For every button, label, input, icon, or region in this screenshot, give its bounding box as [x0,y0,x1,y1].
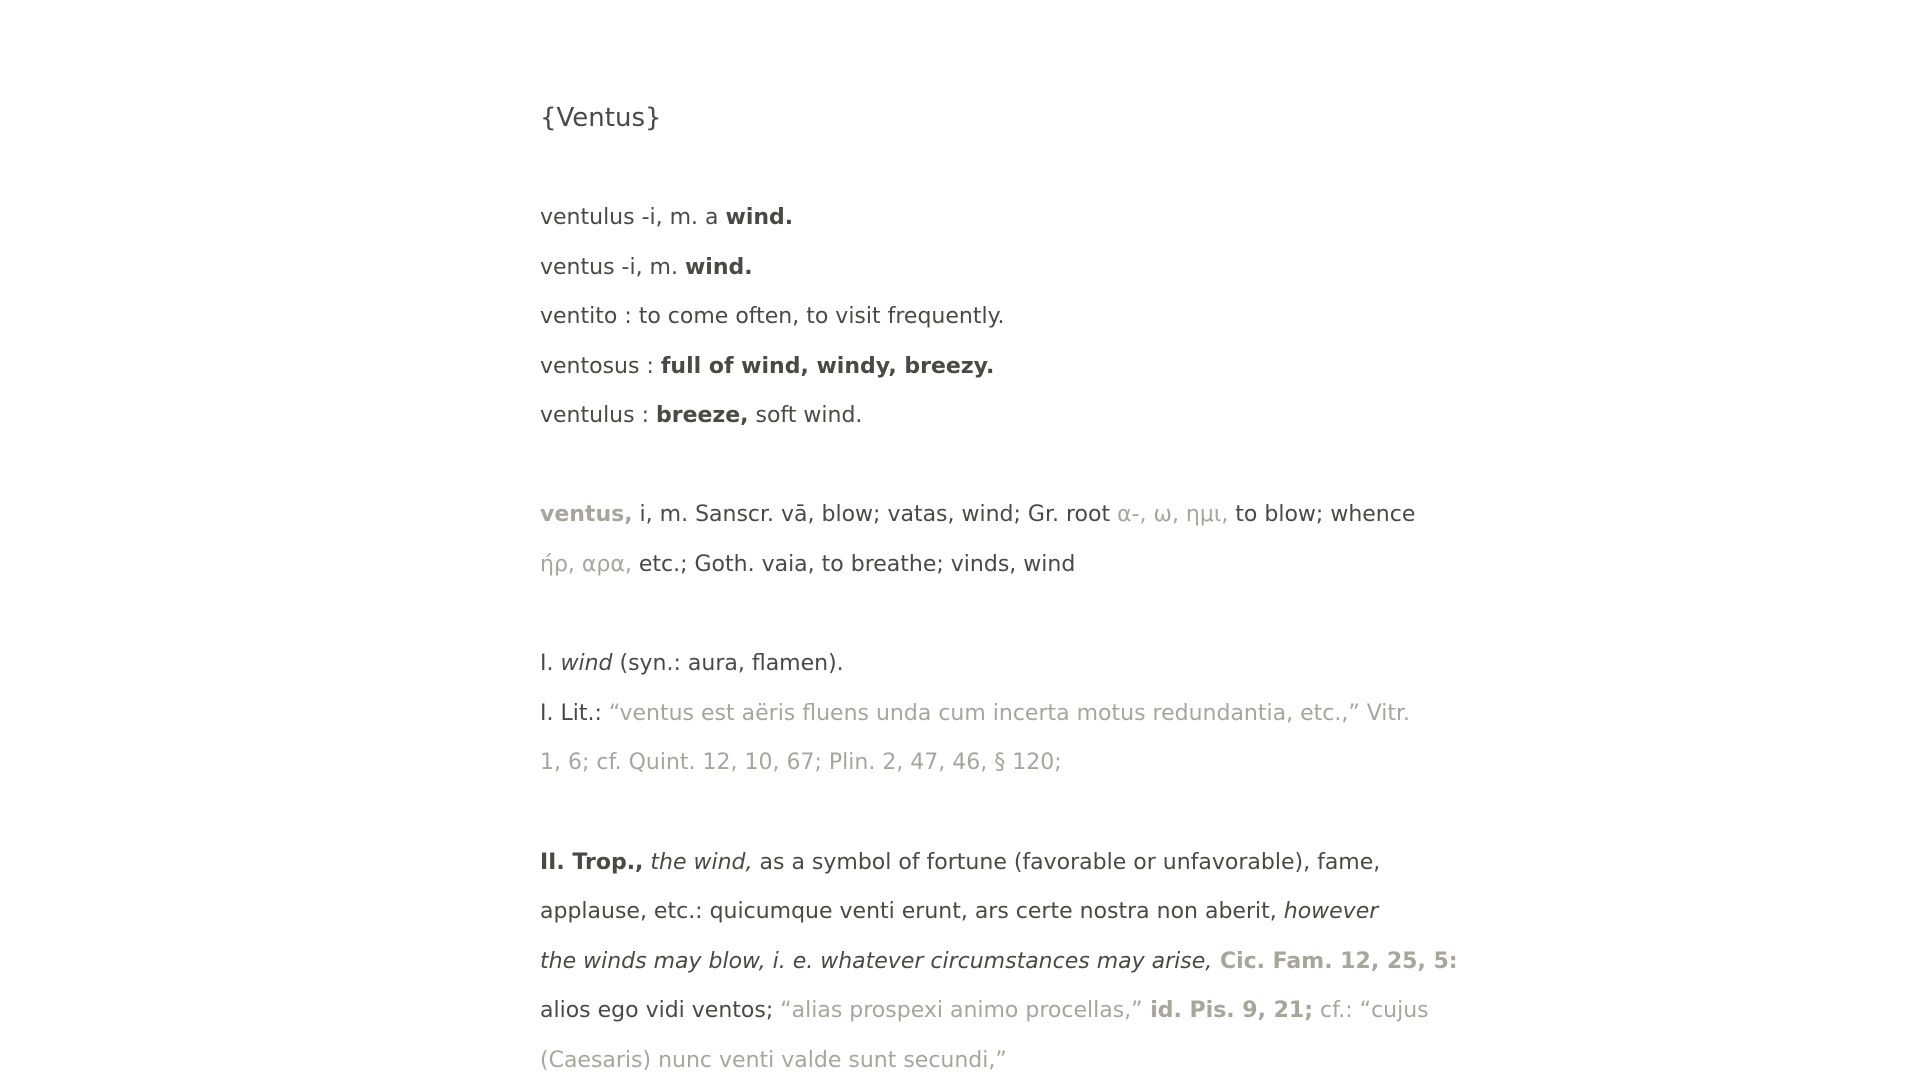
sense-2-line-2 [540,892,1378,932]
etymology-text: to blow; whence [1228,502,1416,527]
sense-2-line-5: (Caesaris) nunc venti valde sunt secundi,” [540,1048,1007,1073]
entry-heading: {Ventus} [540,103,662,133]
entry-head: ventito : to come often, to visit frequently. [540,304,1005,329]
entry-head: ventus -i, m. [540,255,685,280]
literal-label: I. Lit.: [540,701,609,726]
entry-ventulus-1 [540,198,793,238]
entry-head: ventulus : [540,403,656,428]
etymology-line-2 [540,545,1075,585]
sense-2-line-1 [540,843,1380,883]
sense-2-line-4 [540,991,1429,1031]
etymology-greek: ήρ, αρα, [540,552,632,577]
sense-synonyms: (syn.: aura, flamen). [612,651,844,676]
literal-quote: “ventus est aëris fluens unda cum incerta motus redundantia, etc.,” Vitr. [608,701,1411,726]
sense-1-heading [540,644,844,684]
sense-prefix: I. [540,651,561,676]
entry-head: ventosus : [540,354,661,379]
trop-translation: the winds may blow, i. e. whatever circumstances may arise, [540,949,1213,974]
trop-label: II. Trop., [540,850,644,875]
etymology-lemma: ventus, [540,502,633,527]
citation-ref: id. Pis. 9, 21; [1142,998,1314,1023]
entry-definition: wind. [725,205,794,230]
sense-1-references: 1, 6; cf. Quint. 12, 10, 67; Plin. 2, 47, 46, § 120; [540,750,1062,775]
entry-rest: soft wind. [748,403,863,428]
sense-word: wind [560,651,613,676]
entry-ventulus-2 [540,396,862,436]
entry-head: ventulus -i, m. a [540,205,726,230]
trop-text: applause, etc.: quicumque venti erunt, ars certe nostra non aberit, [540,899,1284,924]
etymology-text: etc.; Goth. vaia, to breathe; vinds, wind [631,552,1076,577]
entry-definition: wind. [684,255,753,280]
sense-2-line-3 [540,942,1458,982]
trop-text: alios ego vidi ventos; [540,998,781,1023]
trop-word: the wind, [643,850,753,875]
citation-quote: cf.: “cujus [1313,998,1429,1023]
trop-translation: however [1283,899,1379,924]
entry-ventito [540,297,1004,337]
citation-quote: “alias prospexi animo procellas,” [780,998,1143,1023]
entry-ventosus [540,347,994,387]
trop-text: as a symbol of fortune (favorable or unfavorable), fame, [752,850,1381,875]
citation-ref: Cic. Fam. 12, 25, 5: [1212,949,1458,974]
etymology-text: i, m. Sanscr. vā, blow; vatas, wind; Gr. root [632,502,1118,527]
entry-definition: breeze, [655,403,749,428]
etymology-line-1 [540,495,1415,535]
sense-1-literal [540,694,1410,734]
etymology-greek: α-, ω, ημι, [1117,502,1229,527]
entry-ventus [540,248,753,288]
entry-definition: full of wind, windy, breezy. [660,354,995,379]
